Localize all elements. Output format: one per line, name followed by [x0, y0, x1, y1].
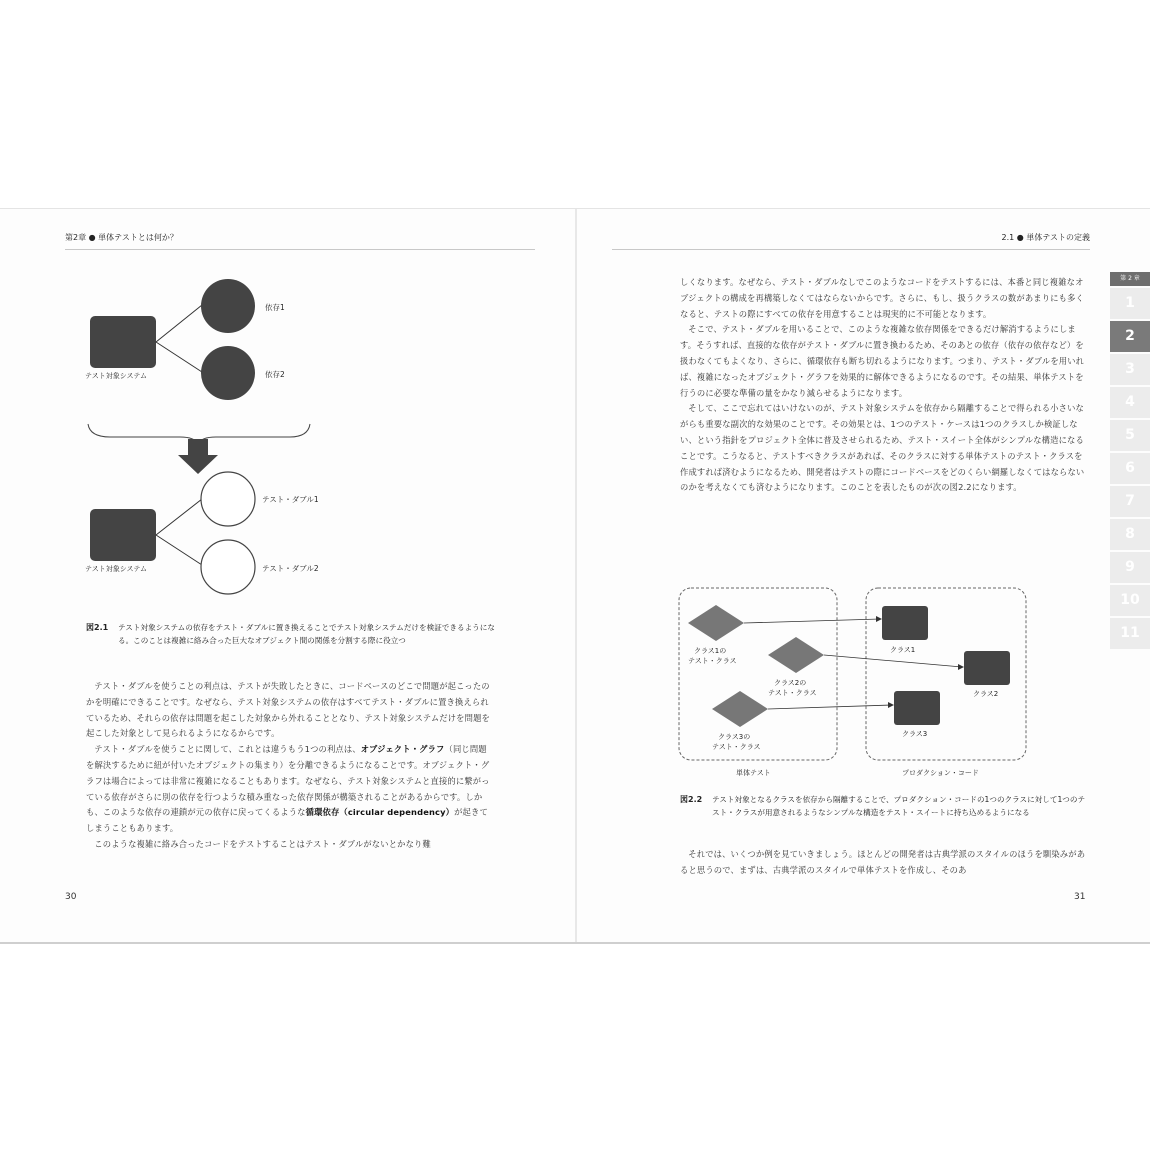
arrow-to-double2: [156, 535, 202, 565]
chapter-tab-8[interactable]: 8: [1110, 519, 1150, 550]
text-run: が起きてしまうこともあります。: [86, 807, 488, 834]
left-running-head: 第2章 ● 単体テストとは何か？: [65, 233, 178, 242]
paragraph: テスト・ダブルを使うことの利点は、テストが失敗したときに、コードベースのどこで問題が起こったのかを明確にできることです。なぜなら、テスト対象システムの依存はすべてテスト・ダブルに置き換えられているため、それらの依存は問題を起こした対象から外れることとなり、テスト対象システムだけを問題を起こした対象として見られるようになるからです。: [86, 681, 490, 739]
chapter-tab-7[interactable]: 7: [1110, 486, 1150, 517]
caption-text: テスト対象となるクラスを依存から隔離することで、プロダクション・コードの1つのクラスに対して1つのテスト・クラスが用意されるようなシンプルな構造をテスト・スイートに持ち込めるようになる: [712, 795, 1086, 817]
chapter-tab-9[interactable]: 9: [1110, 552, 1150, 583]
paragraph: しくなります。なぜなら、テスト・ダブルなしでこのようなコードをテストするには、本番と同じ複雑なオブジェクトの構成を再構築しなくてはならないからです。さらに、もし、扱うクラスの数があまりにも多くなると、テストの際にすべての依存を用意することは現実的に不可能となります。: [680, 277, 1084, 319]
sut-label-top: テスト対象システム: [85, 372, 148, 380]
paragraph: そして、ここで忘れてはいけないのが、テスト対象システムを依存から隔離することで得られる小さいながらも重要な副次的な効果のことです。その効果とは、1つのテスト・ケースは1つのクラスしか検証しない、という指針をプロジェクト全体に普及させられるため、テスト・スイート全体がシンプルな構造になることです。こうなると、テストすべきクラスがあれば、そのクラスに対する単体テストのテスト・クラスを作成すれば済むようになるため、開発者はテストの際にコードベースをどのくらい網羅しなくてはならないのかを考えなくても済むようになります。このことを表したものが次の図2.2になります。: [680, 403, 1085, 493]
right-header-rule: [612, 249, 1090, 250]
arrowhead: [888, 702, 894, 708]
test-class3-diamond: [712, 691, 768, 727]
arrow-test3-to-class3: [768, 705, 892, 709]
caption-label: 図2.1: [86, 623, 109, 632]
class3-label: クラス3: [902, 730, 928, 738]
double2-label: テスト・ダブル2: [262, 564, 319, 573]
sut-box-top: [90, 316, 156, 368]
figure-2-1-caption: [86, 621, 506, 661]
chapter-tab-6[interactable]: 6: [1110, 453, 1150, 484]
figure-2-2: [676, 585, 1036, 785]
arrowhead: [876, 616, 882, 622]
test-class2-label-a: クラス2の: [774, 679, 807, 687]
arrow-test2-to-class2: [824, 655, 962, 667]
class2-box: [964, 651, 1010, 685]
right-running-head: 2.1 ● 単体テストの定義: [1001, 233, 1090, 242]
class1-label: クラス1: [890, 646, 916, 654]
unit-test-label: 単体テスト: [736, 769, 771, 777]
class3-box: [894, 691, 940, 725]
production-code-label: プロダクション・コード: [902, 769, 979, 777]
class1-box: [882, 606, 928, 640]
book-spread: [0, 208, 1150, 944]
chapter-tab-10[interactable]: 10: [1110, 585, 1150, 616]
arrow-test1-to-class1: [744, 619, 880, 623]
chapter-tab-3[interactable]: 3: [1110, 354, 1150, 385]
dep1-circle: [201, 279, 255, 333]
chapter-tab-head: 第 2 章: [1110, 272, 1150, 286]
figure-2-2-caption: [680, 793, 1090, 833]
test-class1-label-b: テスト・クラス: [688, 657, 737, 665]
chapter-tab-11[interactable]: 11: [1110, 618, 1150, 649]
sut-box-bottom: [90, 509, 156, 561]
caption-label: 図2.2: [680, 795, 703, 804]
chapter-tabs: [1110, 272, 1150, 649]
class2-label: クラス2: [973, 690, 999, 698]
gutter: [575, 209, 577, 942]
left-page-number: 30: [65, 892, 77, 902]
text-run: テスト・ダブルを使うことに関して、これとは違うもう1つの利点は、: [94, 744, 361, 755]
arrow-to-dep2: [156, 342, 202, 372]
arrow-to-double1: [156, 499, 202, 535]
arrow-to-dep1: [156, 305, 202, 342]
paragraph: それでは、いくつか例を見ていきましょう。ほとんどの開発者は古典学派のスタイルのほうを馴染みがあると思うので、まずは、古典学派のスタイルで単体テストを作成し、そのあ: [680, 849, 1086, 875]
text-run: （同じ問題を解決するために紐が付いたオブジェクトの集まり）を分離できるようになることです。オブジェクト・グラフは場合によっては非常に複雑になることもあります。なぜなら、テスト対象システムと直接的に繋がっている依存がさらに別の依存を行つような積み重なった依存関係が構築されることがあるからです。しかも、このような依存の連鎖が元の依存に戻ってくるような: [86, 744, 490, 818]
paragraph: このような複雑に絡み合ったコードをテストすることはテスト・ダブルがないとかなり難: [94, 838, 431, 849]
dep2-circle: [201, 346, 255, 400]
test-class2-label-b: テスト・クラス: [768, 689, 817, 697]
test-class3-label-b: テスト・クラス: [712, 743, 761, 751]
right-body-text-top: [680, 275, 1086, 496]
chapter-tab-4[interactable]: 4: [1110, 387, 1150, 418]
test-class3-label-a: クラス3の: [718, 733, 751, 741]
right-page-number: 31: [1074, 892, 1086, 902]
double1-label: テスト・ダブル1: [262, 495, 319, 504]
bold-term: オブジェクト・グラフ: [360, 744, 445, 755]
paragraph: [86, 742, 494, 837]
sut-label-bottom: テスト対象システム: [85, 565, 148, 573]
dep1-label: 依存1: [265, 303, 285, 312]
chapter-tab-1[interactable]: 1: [1110, 288, 1150, 319]
down-arrow: [178, 439, 218, 474]
bold-term: 循環依存（circular dependency）: [305, 807, 455, 818]
test-class2-diamond: [768, 637, 824, 673]
right-body-text-bottom: [680, 847, 1086, 879]
paragraph: そこで、テスト・ダブルを用いることで、このような複雑な依存関係をできるだけ解消するようにします。そうすれば、直接的な依存がテスト・ダブルに置き換わるため、そのあとの依存（依存の依存など）を扱わなくてもよくなり、さらに、循環依存も断ち切れるようになります。つまり、テスト・ダブルを用いれば、複雑になったオブジェクト・グラフを効果的に解体できるようになるのです。その結果、単体テストを行うのに必要な準備の量をかなり減らせるようになります。: [680, 324, 1085, 398]
figure-2-1: [80, 269, 380, 609]
test-class1-diamond: [688, 605, 744, 641]
double2-circle: [201, 540, 255, 594]
test-class1-label-a: クラス1の: [694, 647, 727, 655]
chapter-tab-2[interactable]: 2: [1110, 321, 1150, 352]
chapter-tab-5[interactable]: 5: [1110, 420, 1150, 451]
left-body-text: [86, 679, 494, 853]
left-header-rule: [65, 249, 535, 250]
dep2-label: 依存2: [265, 370, 285, 379]
caption-text: テスト対象システムの依存をテスト・ダブルに置き換えることでテスト対象システムだけを検証できるようになる。このことは複雑に絡み合った巨大なオブジェクト間の関係を分割する際に役立つ: [118, 623, 495, 645]
arrowhead: [958, 664, 964, 670]
double1-circle: [201, 472, 255, 526]
